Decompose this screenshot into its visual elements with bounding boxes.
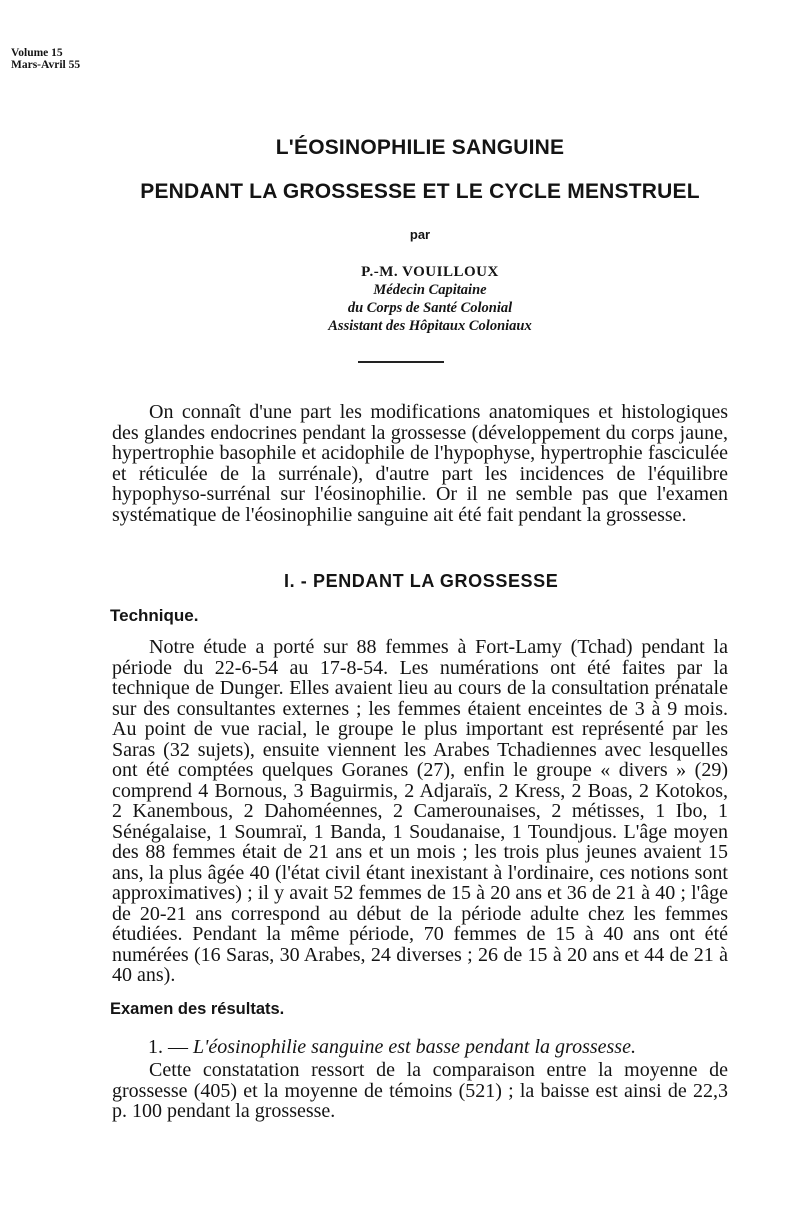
journal-issue: Mars-Avril 55: [11, 59, 81, 71]
intro-paragraph: On connaît d'une part les modifications anatomiques et histologiques des glandes endocrines pendant la grossesse (développement du corps jaune, hypertrophie basophile et acidophile de l'hypophyse, hypertrophie fasciculée et réticulée de la surrénale), d'autre part les incidences de l'équilibre hypophyso-surrénal sur l'éosinophilie. Or il ne semble pas que l'examen systématique de l'éosinophilie sanguine ait été fait pendant la grossesse.: [112, 401, 728, 526]
constat-paragraph: Cette constatation ressort de la comparaison entre la moyenne de grossesse (405) et la moyenne de témoins (521) ; la baisse est ainsi de 22,3 p. 100 pendant la grossesse.: [112, 1059, 728, 1122]
byline-par: par: [409, 227, 431, 242]
author-role-1: Médecin Capitaine: [373, 282, 487, 298]
technique-paragraph: Notre étude a porté sur 88 femmes à Fort-Lamy (Tchad) pendant la période du 22-6-54 au 17-8-54. Les numérations ont été faites par la technique de Dunger. Elles avaient lieu au cours de la consultation prénatale sur des consultantes externes ; les femmes étaient enceintes de 3 à 9 mois. Au point de vue racial, le groupe le plus important est représenté par les Saras (32 sujets), ensuite viennent les Arabes Tchadiennes avec lesquelles ont été comptées quelques Goranes (27), enfin le groupe « divers » (29) comprend 4 Bornous, 3 Baguirmis, 2 Adjaraïs, 2 Kress, 2 Boas, 2 Kotokos, 2 Kanembous, 2 Dahoméennes, 2 Camerounaises, 2 métisses, 1 Ibo, 1 Sénégalaise, 1 Soumraï, 1 Banda, 1 Soudanaise, 1 Toundjous. L'âge moyen des 88 femmes était de 21 ans et un mois ; les trois plus jeunes avaient 15 ans, la plus âgée 40 (l'état civil étant inexistant à l'ordinaire, ces notions sont approximatives) ; il y avait 52 femmes de 15 à 20 ans et 36 de 21 à 40 ; l'âge de 20-21 ans correspond au début de la période adulte chez les femmes étudiées. Pendant la même période, 70 femmes de 15 à 40 ans ont été numérées (16 Saras, 30 Arabes, 24 diverses ; 26 de 15 à 20 ans et 44 de 21 à 40 ans).: [112, 636, 728, 986]
journal-volume: Volume 15: [11, 47, 63, 59]
author-block: [240, 263, 620, 335]
article-title-line-2: PENDANT LA GROSSESSE ET LE CYCLE MENSTRUEL: [140, 180, 700, 203]
author-role-3: Assistant des Hôpitaux Coloniaux: [328, 318, 532, 334]
technique-heading: Technique.: [110, 606, 199, 625]
section-heading: I. - PENDANT LA GROSSESSE: [284, 571, 559, 591]
finding-1-text: L'éosinophilie sanguine est basse pendant la grossesse.: [193, 1036, 636, 1058]
title-divider: [358, 361, 444, 363]
journal-meta: [11, 47, 80, 71]
finding-1: [148, 1036, 636, 1059]
author-name: P.-M. VOUILLOUX: [361, 264, 499, 280]
results-heading: Examen des résultats.: [110, 1000, 285, 1018]
finding-1-number: 1. —: [148, 1036, 188, 1058]
article-title-line-1: L'ÉOSINOPHILIE SANGUINE: [275, 136, 565, 159]
author-role-2: du Corps de Santé Colonial: [347, 300, 513, 316]
